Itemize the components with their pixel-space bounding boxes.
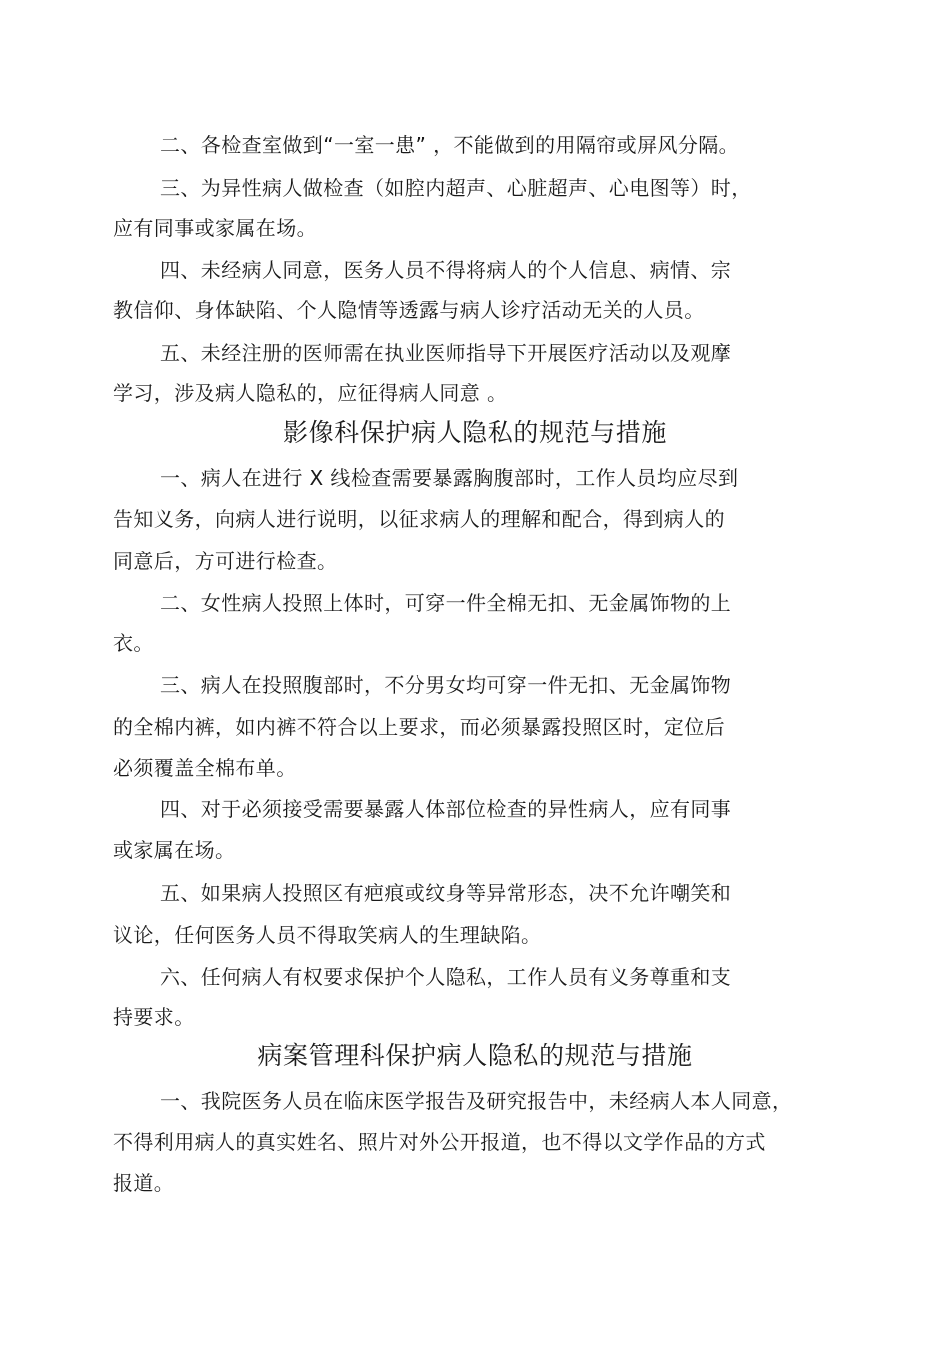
- paragraph-line: 一、病人在进行 X 线检查需要暴露胸腹部时，工作人员均应尽到: [160, 466, 739, 490]
- paragraph-line: 四、对于必须接受需要暴露人体部位检查的异性病人，应有同事: [160, 797, 732, 821]
- paragraph-line: 教信仰、身体缺陷、个人隐情等透露与病人诊疗活动无关的人员。: [113, 298, 705, 322]
- paragraph-line: 必须覆盖全棉布单。: [113, 756, 297, 780]
- paragraph-line: 议论，任何医务人员不得取笑病人的生理缺陷。: [113, 923, 542, 947]
- paragraph-line: 五、未经注册的医师需在执业医师指导下开展医疗活动以及观摩: [160, 341, 732, 365]
- paragraph-line: 或家属在场。: [113, 838, 236, 862]
- paragraph-line: 不得利用病人的真实姓名、照片对外公开报道，也不得以文学作品的方式: [113, 1130, 766, 1154]
- paragraph-line: 的全棉内裤，如内裤不符合以上要求，而必须暴露投照区时，定位后: [113, 715, 725, 739]
- paragraph-line: 衣。: [113, 631, 154, 655]
- section-title-imaging: 影像科保护病人隐私的规范与措施: [282, 418, 667, 447]
- paragraph-line: 三、为异性病人做检查（如腔内超声、心脏超声、心电图等）时，: [160, 176, 752, 200]
- paragraph-line: 一、我院医务人员在临床医学报告及研究报告中，未经病人本人同意，: [160, 1089, 793, 1113]
- paragraph-line: 报道。: [113, 1171, 175, 1195]
- paragraph-line: 学习，涉及病人隐私的，应征得病人同意 。: [113, 381, 508, 405]
- paragraph-line: 四、未经病人同意，医务人员不得将病人的个人信息、病情、宗: [160, 258, 732, 282]
- paragraph-line: 三、病人在投照腹部时，不分男女均可穿一件无扣、无金属饰物: [160, 673, 732, 697]
- paragraph-line: 告知义务，向病人进行说明，以征求病人的理解和配合，得到病人的: [113, 507, 725, 531]
- paragraph-line: 同意后，方可进行检查。: [113, 549, 338, 573]
- paragraph-line: 持要求。: [113, 1005, 195, 1029]
- section-title-medical-records: 病案管理科保护病人隐私的规范与措施: [257, 1041, 693, 1070]
- paragraph-line: 应有同事或家属在场。: [113, 216, 317, 240]
- paragraph-line: 二、女性病人投照上体时，可穿一件全棉无扣、无金属饰物的上: [160, 591, 732, 615]
- paragraph-line: 五、如果病人投照区有疤痕或纹身等异常形态，决不允许嘲笑和: [160, 881, 732, 905]
- paragraph-line: 六、任何病人有权要求保护个人隐私，工作人员有义务尊重和支: [160, 965, 732, 989]
- paragraph-line: 二、各检查室做到“一室一患” ，不能做到的用隔帘或屏风分隔。: [160, 133, 740, 157]
